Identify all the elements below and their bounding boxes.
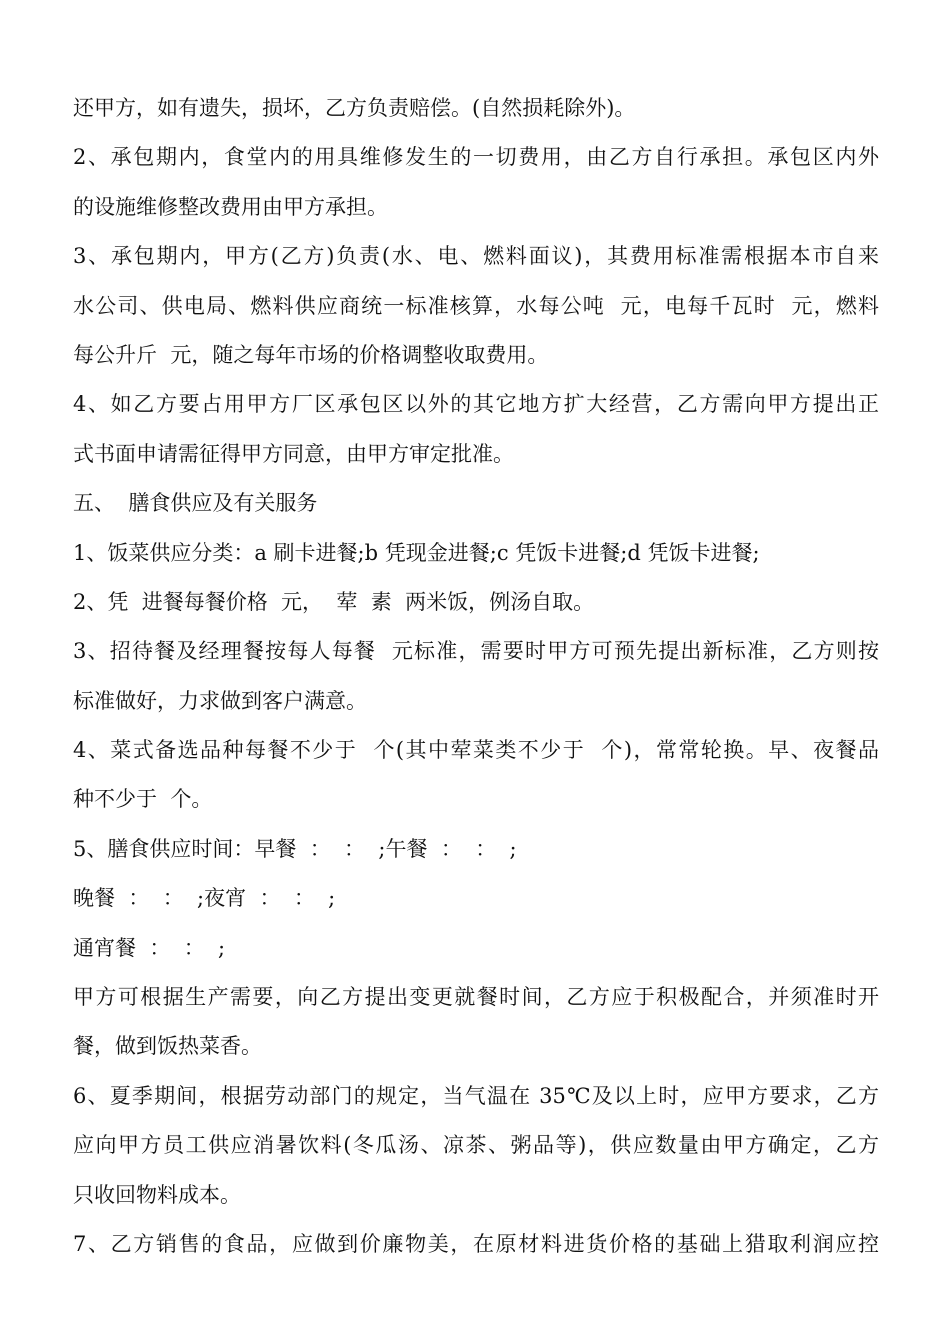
text-line: 式书面申请需征得甲方同意，由甲方审定批准。 — [73, 441, 514, 466]
text-line: 4、菜式备选品种每餐不少于 个(其中荤菜类不少于 个)，常常轮换。早、夜餐品 — [73, 738, 879, 763]
text-line: 餐，做到饭热菜香。 — [73, 1034, 262, 1059]
text-line: 通宵餐 ： ： ; — [73, 935, 226, 960]
text-line: 6、夏季期间，根据劳动部门的规定，当气温在 35℃及以上时，应甲方要求，乙方 — [73, 1083, 879, 1108]
text-line: 甲方可根据生产需要，向乙方提出变更就餐时间，乙方应于积极配合，并须准时开 — [73, 985, 879, 1010]
text-line: 7、乙方销售的食品，应做到价廉物美，在原材料进货价格的基础上猎取利润应控 — [73, 1231, 879, 1256]
text-line: 1、饭菜供应分类：a 刷卡进餐;b 凭现金进餐;c 凭饭卡进餐;d 凭饭卡进餐; — [73, 540, 760, 565]
section-heading: 五、 膳食供应及有关服务 — [73, 491, 318, 516]
text-line: 2、承包期内，食堂内的用具维修发生的一切费用，由乙方自行承担。承包区内外 — [73, 145, 879, 170]
text-line: 2、凭 进餐每餐价格 元， 荤 素 两米饭，例汤自取。 — [73, 589, 595, 614]
text-line: 标准做好，力求做到客户满意。 — [73, 688, 367, 713]
text-line: 应向甲方员工供应消暑饮料(冬瓜汤、凉茶、粥品等)，供应数量由甲方确定，乙方 — [73, 1133, 879, 1158]
text-line: 每公升斤 元，随之每年市场的价格调整收取费用。 — [73, 342, 549, 367]
text-line: 的设施维修整改费用由甲方承担。 — [73, 194, 388, 219]
text-line: 3、招待餐及经理餐按每人每餐 元标准，需要时甲方可预先提出新标准，乙方则按 — [73, 639, 879, 664]
text-line: 3、承包期内，甲方(乙方)负责(水、电、燃料面议)，其费用标准需根据本市自来 — [73, 244, 879, 269]
text-line: 晚餐 ： ： ;夜宵 ： ： ; — [73, 886, 336, 911]
text-line: 4、如乙方要占用甲方厂区承包区以外的其它地方扩大经营，乙方需向甲方提出正 — [73, 392, 879, 417]
document-page — [73, 84, 879, 1269]
text-line: 还甲方，如有遗失，损坏，乙方负责赔偿。(自然损耗除外)。 — [73, 96, 636, 120]
text-line: 5、膳食供应时间：早餐 ： ： ;午餐 ： ： ; — [73, 836, 517, 861]
text-line: 种不少于 个。 — [73, 787, 213, 812]
text-line: 只收回物料成本。 — [73, 1182, 241, 1207]
text-line: 水公司、供电局、燃料供应商统一标准核算，水每公吨 元，电每千瓦时 元，燃料 — [73, 293, 879, 318]
